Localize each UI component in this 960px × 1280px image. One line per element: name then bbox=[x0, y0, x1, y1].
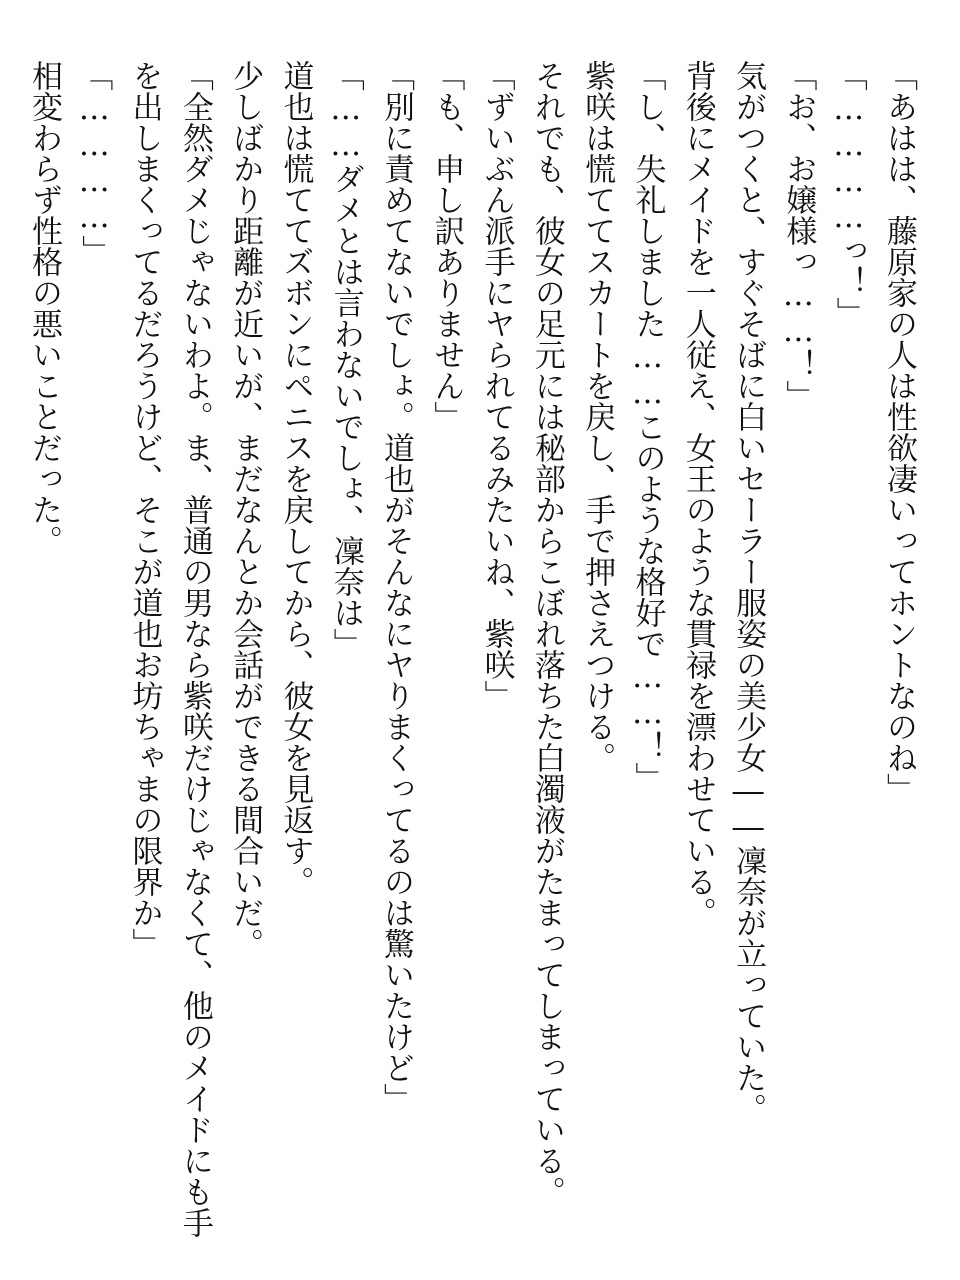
text-line-8: それでも、彼女の足元には秘部からこぼれ落ちた白濁液がたまってしまっている。 bbox=[528, 60, 565, 1207]
text-line-3: 「お、お嬢様っ……！」 bbox=[780, 60, 817, 411]
text-line-1: 「あはは、藤原家の人は性欲凄いってホントなのね」 bbox=[881, 60, 917, 804]
text-line-14: 少しばかり距離が近いが、まだなんとか会話ができる間合いだ。 bbox=[227, 60, 264, 959]
text-line-7: 紫咲は慌ててスカートを戻し、手で押さえつける。 bbox=[579, 60, 616, 773]
text-line-13: 道也は慌ててズボンにペニスを戻してから、彼女を見返す。 bbox=[277, 60, 314, 897]
text-line-16: 「…………」 bbox=[76, 60, 113, 266]
text-line-17: 相変わらず性格の悪いことだった。 bbox=[25, 60, 62, 556]
text-line-12: 「……ダメとは言わないでしょ、凜奈は」 bbox=[327, 60, 364, 659]
text-line-10: 「も、申し訳ありません」 bbox=[428, 60, 465, 432]
text-line-11: 「別に責めてないでしょ。道也がそんなにヤりまくってるのは驚いたけど」 bbox=[378, 60, 415, 1114]
text-line-6: 「し、失礼しました……このような格好で……！」 bbox=[629, 60, 666, 793]
text-line-5: 背後にメイドを一人従え、女王のような貫禄を漂わせている。 bbox=[679, 60, 716, 928]
text-line-15: 「全然ダメじゃないわよ。ま、普通の男なら紫咲だけじゃなくて、他のメイドにも手を出しまくってるだろうけど、そこが道也お坊ちゃまの限界か」 bbox=[126, 60, 213, 1238]
vertical-text-block bbox=[19, 60, 924, 1240]
text-line-4: 気がつくと、すぐそばに白いセーラー服姿の美少女――凜奈が立っていた。 bbox=[730, 60, 767, 1124]
text-line-2: 「…………っ！」 bbox=[830, 60, 867, 328]
text-line-9: 「ずいぶん派手にヤられてるみたいね、紫咲」 bbox=[478, 60, 515, 711]
